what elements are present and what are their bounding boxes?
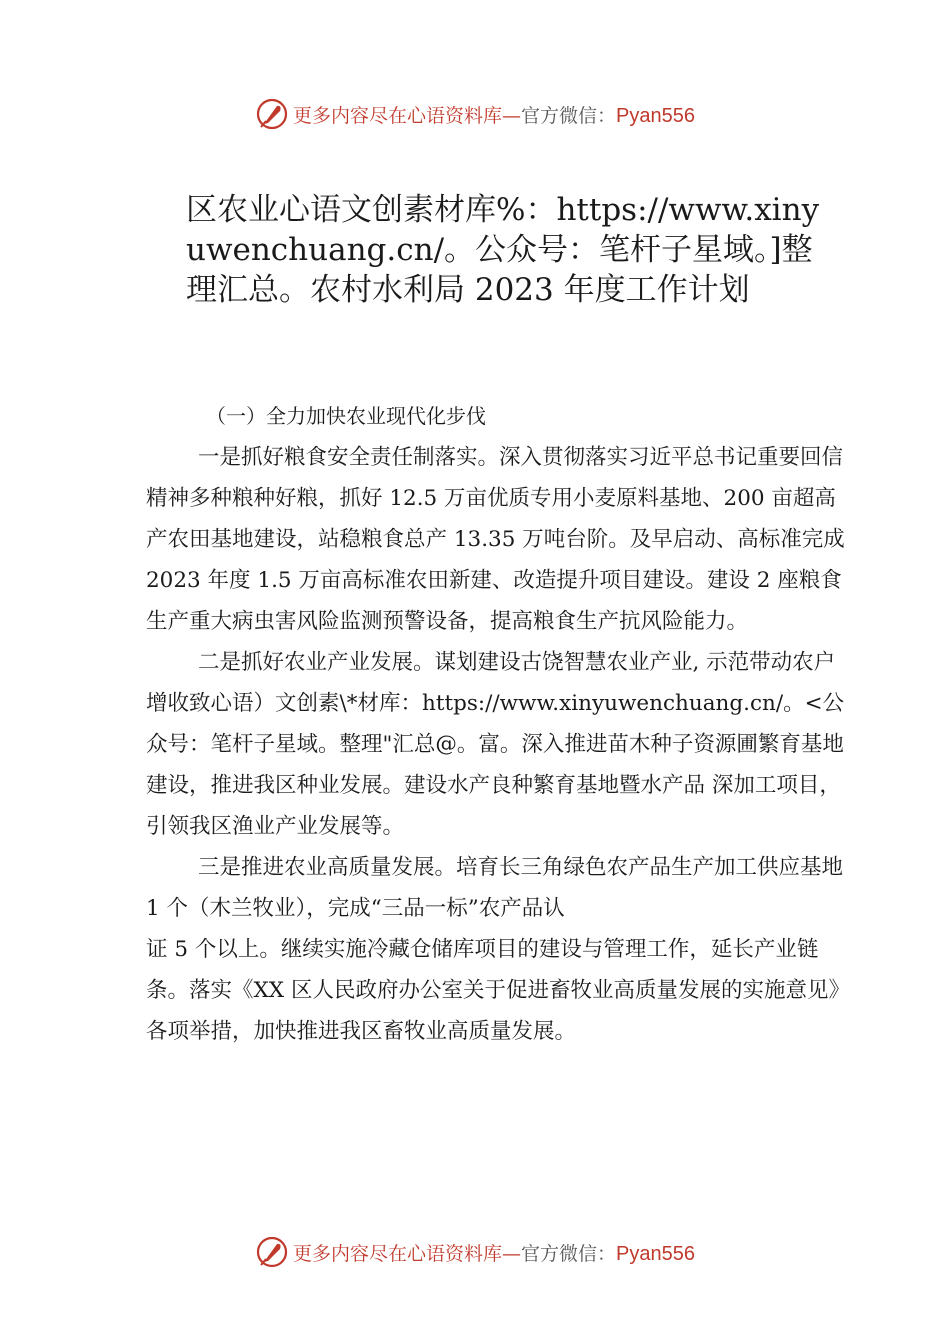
- paragraph-2: 二是抓好农业产业发展。谋划建设古饶智慧农业产业, 示范带动农户增收致心语）文创素\*材库：https://www.xinyuwenchuang.cn/。<公众号：笔杆子星域。整理"汇总@。富。深入推进苗木种子资源圃繁育基地 建设，推进我区种业发展。建设水产良种繁育基地暨水产品 深加工项目，引领我区渔业产业发展等。: [146, 650, 845, 839]
- paragraph-3: 三是推进农业高质量发展。培育长三角绿色农产品生产加工供应基地 1 个（木兰牧业），完成“三品一标”农产品认: [146, 855, 844, 921]
- section-heading: （一）全力加快农业现代化步伐: [206, 404, 486, 428]
- paragraph-4: 证 5 个以上。继续实施冷藏仓储库项目的建设与管理工作，延长产业链条。落实《XX 区人民政府办公室关于促进畜牧业高质量发展的实施意见》各项举措，加快推进我区畜牧业高质量发展。: [146, 937, 840, 1044]
- header-banner: [0, 94, 950, 134]
- quill-pen-icon: [255, 1235, 289, 1269]
- document-title: 区农业心语文创素材库%：https://www.xinyuwenchuang.cn/。公众号：笔杆子星域。]整理汇总。农村水利局 2023 年度工作计划: [186, 192, 820, 308]
- document-body: [146, 396, 846, 1052]
- banner-text: 更多内容尽在心语资料库—官方微信：Pyan556: [293, 1242, 695, 1265]
- paragraph-1: 一是抓好粮食安全责任制落实。深入贯彻落实习近平总书记重要回信精神多种粮种好粮，抓好 12.5 万亩优质专用小麦原料基地、200 亩超高产农田基地建设，站稳粮食总产 13.35 万吨台阶。及早启动、高标准完成 2023 年度 1.5 万亩高标准农田新建、改造提升项目建设。建设 2 座粮食生产重大病虫害风险监测预警设备，提高粮食生产抗风险能力。: [146, 445, 845, 634]
- banner-text: 更多内容尽在心语资料库—官方微信：Pyan556: [293, 104, 695, 127]
- quill-pen-icon: [255, 97, 289, 131]
- footer-banner: [0, 1232, 950, 1272]
